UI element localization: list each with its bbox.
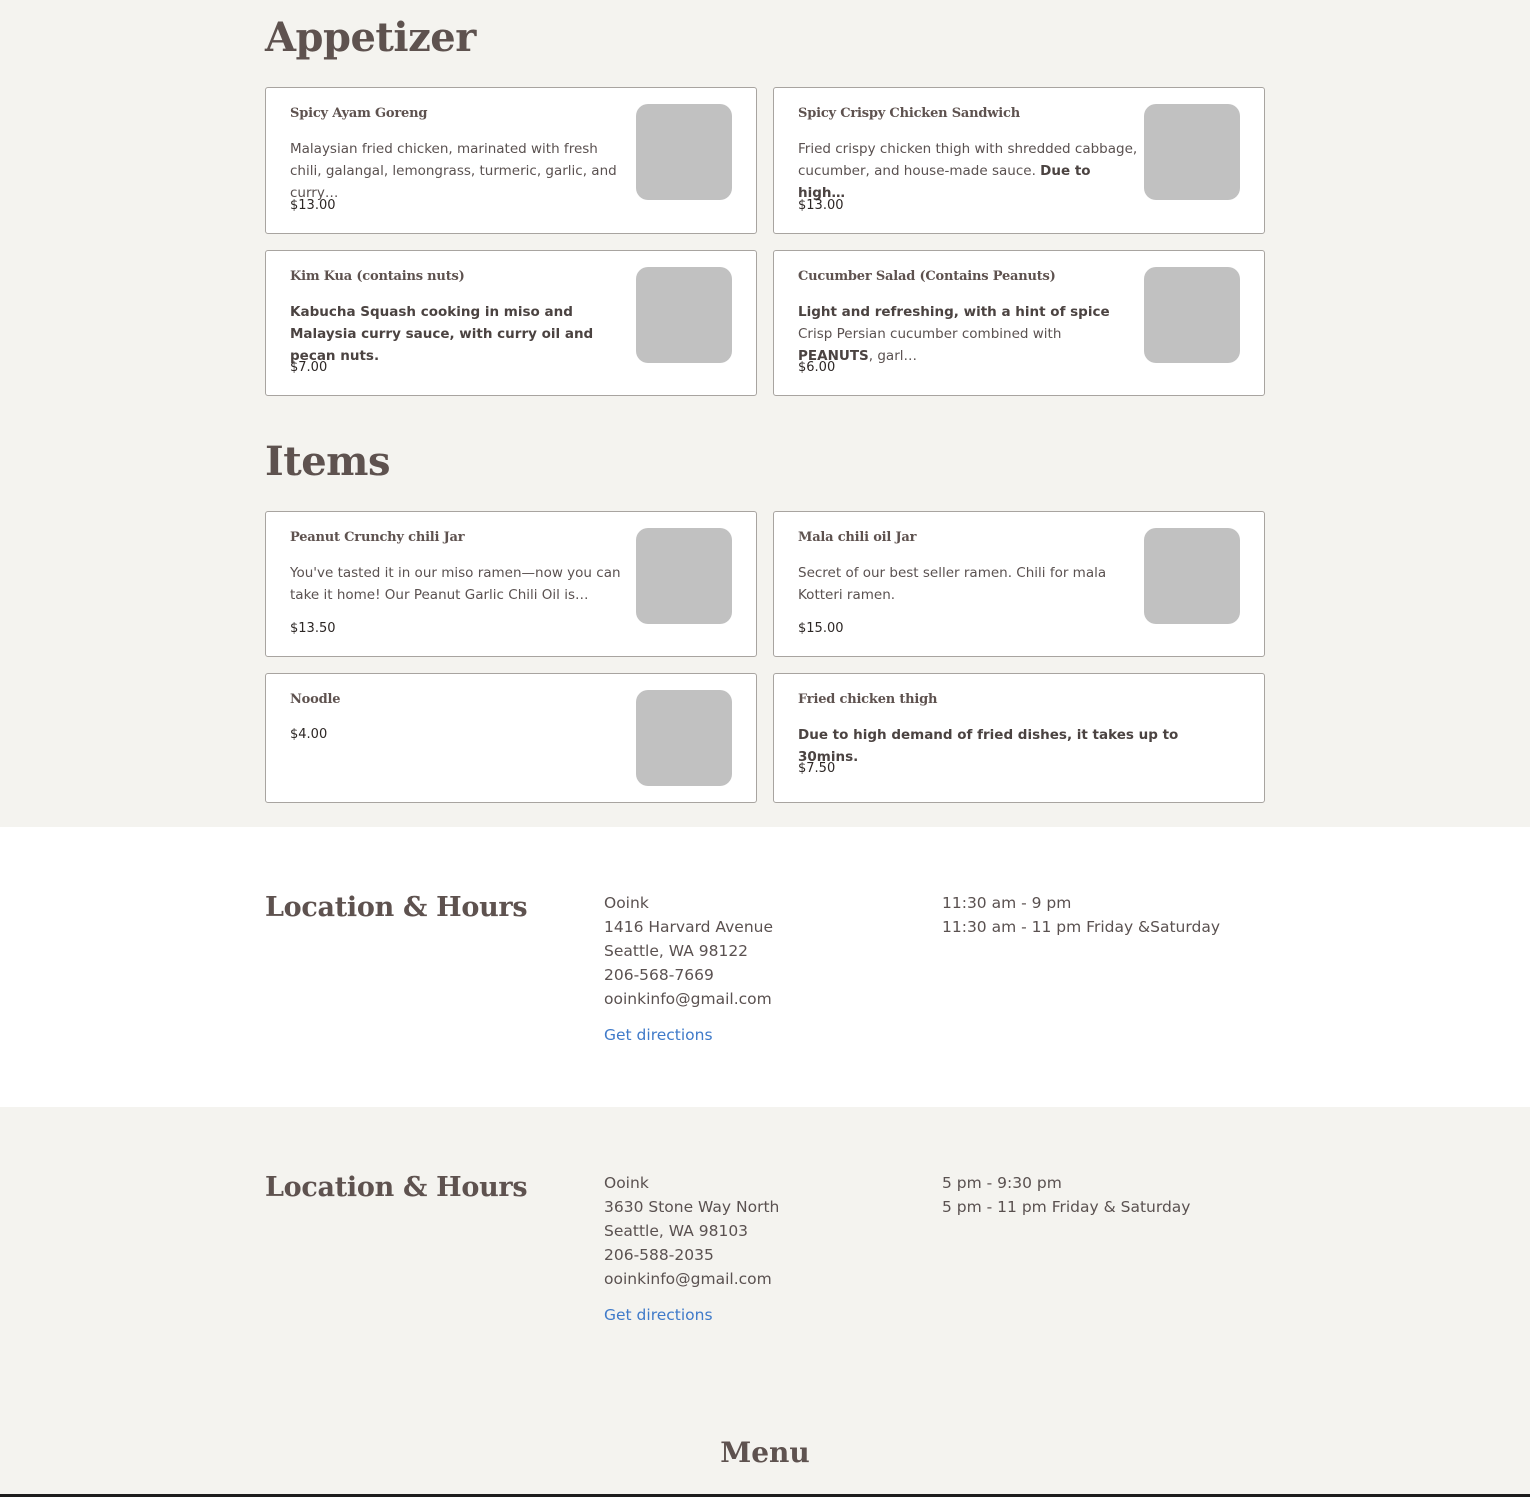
location-email[interactable]: ooinkinfo@gmail.com bbox=[604, 990, 772, 1008]
location-city: Seattle, WA 98122 bbox=[604, 942, 749, 960]
menu-item-name: Spicy Ayam Goreng bbox=[290, 106, 428, 121]
menu-item-description: Secret of our best seller ramen. Chili for mala Kotteri ramen. bbox=[798, 565, 1107, 603]
location-city: Seattle, WA 98103 bbox=[604, 1222, 749, 1240]
menu-item-card[interactable] bbox=[265, 250, 757, 396]
menu-item-card[interactable] bbox=[265, 673, 757, 803]
menu-item-name: Noodle bbox=[290, 692, 341, 707]
location-address bbox=[604, 891, 773, 1047]
menu-item-image bbox=[1144, 104, 1240, 200]
menu-item-card[interactable] bbox=[265, 87, 757, 234]
menu-item-card[interactable] bbox=[773, 87, 1265, 234]
section-title-items: Items bbox=[265, 438, 390, 485]
menu-item-price: $4.00 bbox=[290, 727, 328, 742]
location-street: 3630 Stone Way North bbox=[604, 1198, 780, 1216]
menu-item-description: Malaysian fried chicken, marinated with fresh chili, galangal, lemongrass, turmeric, garlic, and curry… bbox=[290, 141, 617, 201]
location-street: 1416 Harvard Avenue bbox=[604, 918, 774, 936]
menu-item-card[interactable] bbox=[265, 511, 757, 657]
get-directions-link[interactable]: Get directions bbox=[604, 1306, 713, 1324]
location-phone[interactable]: 206-568-7669 bbox=[604, 966, 714, 984]
location-title: Location & Hours bbox=[265, 1172, 528, 1203]
menu-item-name: Peanut Crunchy chili Jar bbox=[290, 530, 465, 545]
location-hours bbox=[942, 891, 1220, 939]
menu-item-name: Fried chicken thigh bbox=[798, 692, 938, 707]
menu-item-image bbox=[1144, 267, 1240, 363]
menu-item-description: Light and refreshing, with a hint of spice Crisp Persian cucumber combined with PEANUTS, garl… bbox=[798, 304, 1110, 364]
menu-item-price: $7.00 bbox=[290, 360, 328, 375]
location-address bbox=[604, 1171, 779, 1327]
menu-item-image bbox=[636, 104, 732, 200]
location-phone[interactable]: 206-588-2035 bbox=[604, 1246, 714, 1264]
appetizer-cards bbox=[265, 87, 1265, 396]
hours-line: 5 pm - 11 pm Friday & Saturday bbox=[942, 1198, 1191, 1216]
menu-item-name: Spicy Crispy Chicken Sandwich bbox=[798, 106, 1020, 121]
get-directions-link[interactable]: Get directions bbox=[604, 1026, 713, 1044]
location-name: Ooink bbox=[604, 894, 649, 912]
location-name: Ooink bbox=[604, 1174, 649, 1192]
location-section-1 bbox=[0, 827, 1530, 1107]
menu-item-description: Due to high demand of fried dishes, it takes up to 30mins. bbox=[798, 727, 1179, 765]
menu-item-price: $13.00 bbox=[798, 198, 844, 213]
location-hours bbox=[942, 1171, 1190, 1219]
menu-item-price: $6.00 bbox=[798, 360, 836, 375]
menu-item-card[interactable] bbox=[773, 511, 1265, 657]
menu-item-card[interactable] bbox=[773, 250, 1265, 396]
menu-item-image bbox=[636, 267, 732, 363]
hours-line: 5 pm - 9:30 pm bbox=[942, 1174, 1062, 1192]
menu-item-price: $15.00 bbox=[798, 621, 844, 636]
hours-line: 11:30 am - 9 pm bbox=[942, 894, 1072, 912]
menu-item-image bbox=[1144, 528, 1240, 624]
menu-item-name: Kim Kua (contains nuts) bbox=[290, 269, 465, 284]
location-section-2 bbox=[0, 1107, 1530, 1367]
hours-line: 11:30 am - 11 pm Friday &Saturday bbox=[942, 918, 1220, 936]
menu-item-description: Kabucha Squash cooking in miso and Malaysia curry sauce, with curry oil and pecan nuts. bbox=[290, 304, 594, 364]
menu-item-price: $13.50 bbox=[290, 621, 336, 636]
menu-item-name: Cucumber Salad (Contains Peanuts) bbox=[798, 269, 1056, 284]
menu-item-description: You've tasted it in our miso ramen—now you can take it home! Our Peanut Garlic Chili Oil is… bbox=[290, 565, 621, 603]
location-title: Location & Hours bbox=[265, 892, 528, 923]
menu-item-image bbox=[636, 690, 732, 786]
menu-item-name: Mala chili oil Jar bbox=[798, 530, 917, 545]
menu-item-price: $7.50 bbox=[798, 761, 836, 776]
items-cards bbox=[265, 511, 1265, 803]
menu-item-image bbox=[636, 528, 732, 624]
menu-item-card[interactable] bbox=[773, 673, 1265, 803]
menu-item-price: $13.00 bbox=[290, 198, 336, 213]
footer-menu-title: Menu bbox=[720, 1436, 810, 1469]
section-title-appetizer: Appetizer bbox=[265, 14, 476, 61]
menu-item-description: Fried crispy chicken thigh with shredded cabbage, cucumber, and house-made sauce. Due to high… bbox=[798, 141, 1138, 201]
location-email[interactable]: ooinkinfo@gmail.com bbox=[604, 1270, 772, 1288]
